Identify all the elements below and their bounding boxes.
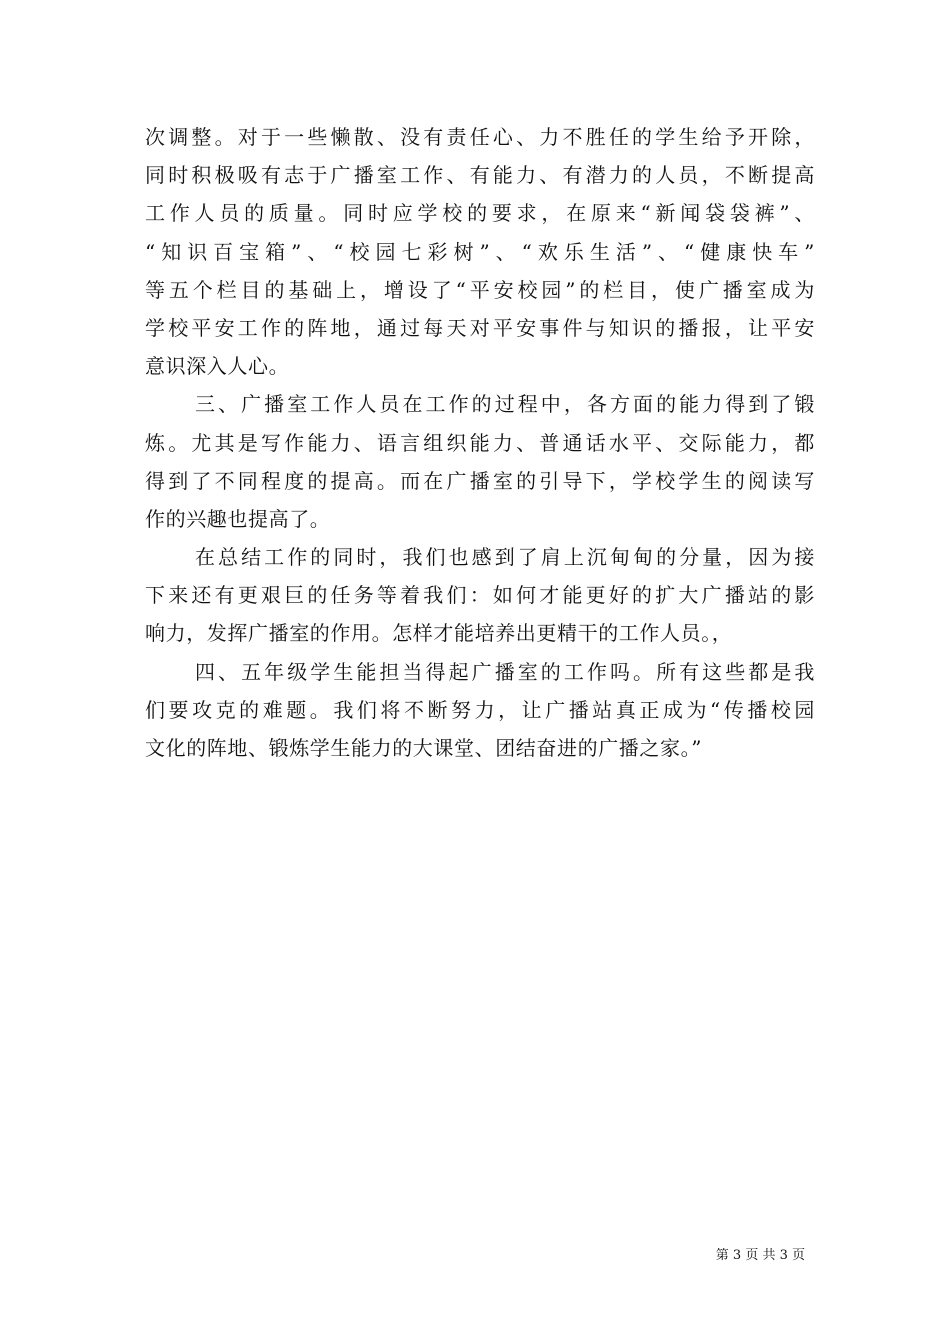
page-number: 第 3 页 共 3 页 (715, 1248, 805, 1263)
text-line: 学校平安工作的阵地，通过每天对平安事件与知识的播报，让平安 (145, 315, 815, 340)
text-line: 等五个栏目的基础上，增设了“平安校园”的栏目，使广播室成为 (145, 277, 815, 302)
text-line: 次调整。对于一些懒散、没有责任心、力不胜任的学生给予开除， (145, 125, 815, 149)
text-line: 文化的阵地、锻炼学生能力的大课堂、团结奋进的广播之家。” (145, 736, 703, 760)
text-line: 炼。尤其是写作能力、语言组织能力、普通话水平、交际能力，都 (145, 430, 815, 455)
text-line: 响力，发挥广播室的作用。怎样才能培养出更精干的工作人员。， (145, 621, 733, 646)
text-line: 四、五年级学生能担当得起广播室的工作吗。所有这些都是我 (195, 659, 815, 684)
text-line: 同时积极吸有志于广播室工作、有能力、有潜力的人员，不断提高 (145, 163, 815, 188)
text-line: 工作人员的质量。同时应学校的要求，在原来“新闻袋袋裤”、 (145, 201, 815, 226)
text-line: 们要攻克的难题。我们将不断努力，让广播站真正成为“传播校园 (145, 697, 815, 722)
text-line: 作的兴趣也提高了。 (145, 506, 331, 531)
text-line: 得到了不同程度的提高。而在广播室的引导下，学校学生的阅读写 (145, 468, 815, 493)
text-line: 下来还有更艰巨的任务等着我们：如何才能更好的扩大广播站的影 (145, 583, 815, 608)
text-line: 三、广播室工作人员在工作的过程中，各方面的能力得到了锻 (195, 392, 815, 417)
text-line: 意识深入人心。 (145, 354, 290, 379)
text-line: “知识百宝箱”、“校园七彩树”、“欢乐生活”、“健康快车” (145, 239, 815, 264)
document-body (145, 118, 815, 767)
text-line: 在总结工作的同时，我们也感到了肩上沉甸甸的分量，因为接 (195, 545, 815, 570)
